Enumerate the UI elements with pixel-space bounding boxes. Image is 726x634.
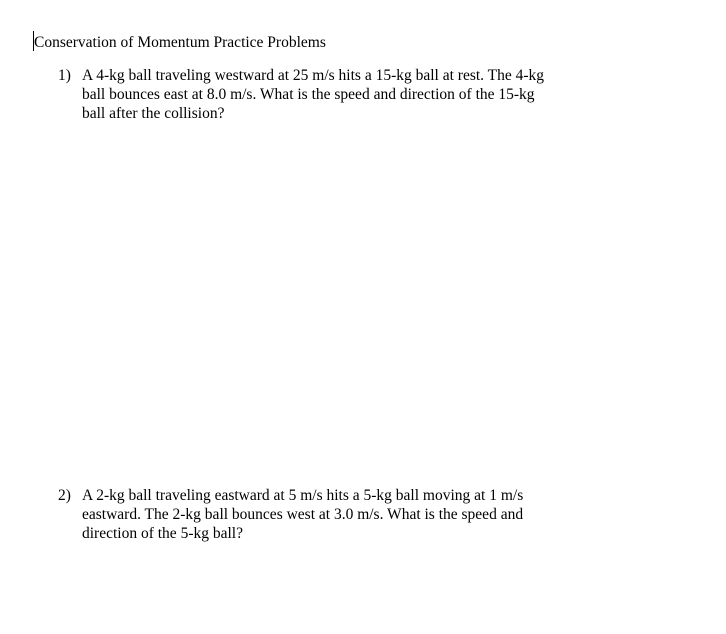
- problem-line: A 2-kg ball traveling eastward at 5 m/s hits a 5-kg ball moving at 1 m/s: [82, 487, 524, 504]
- problem-line: eastward. The 2-kg ball bounces west at 3.0 m/s. What is the speed and: [82, 506, 524, 523]
- problem-line: direction of the 5-kg ball?: [82, 525, 243, 542]
- problem-1: [58, 66, 618, 126]
- problem-text: [82, 486, 607, 543]
- problem-number: 2): [58, 487, 71, 504]
- problem-line: ball after the collision?: [82, 105, 225, 122]
- document-title: Conservation of Momentum Practice Problems: [34, 34, 326, 51]
- problem-2: [58, 486, 618, 546]
- problem-line: A 4-kg ball traveling westward at 25 m/s hits a 15-kg ball at rest. The 4-kg: [82, 67, 545, 84]
- problem-number: 1): [58, 67, 71, 84]
- problem-text: [82, 66, 607, 123]
- problem-line: ball bounces east at 8.0 m/s. What is the speed and direction of the 15-kg: [82, 86, 535, 103]
